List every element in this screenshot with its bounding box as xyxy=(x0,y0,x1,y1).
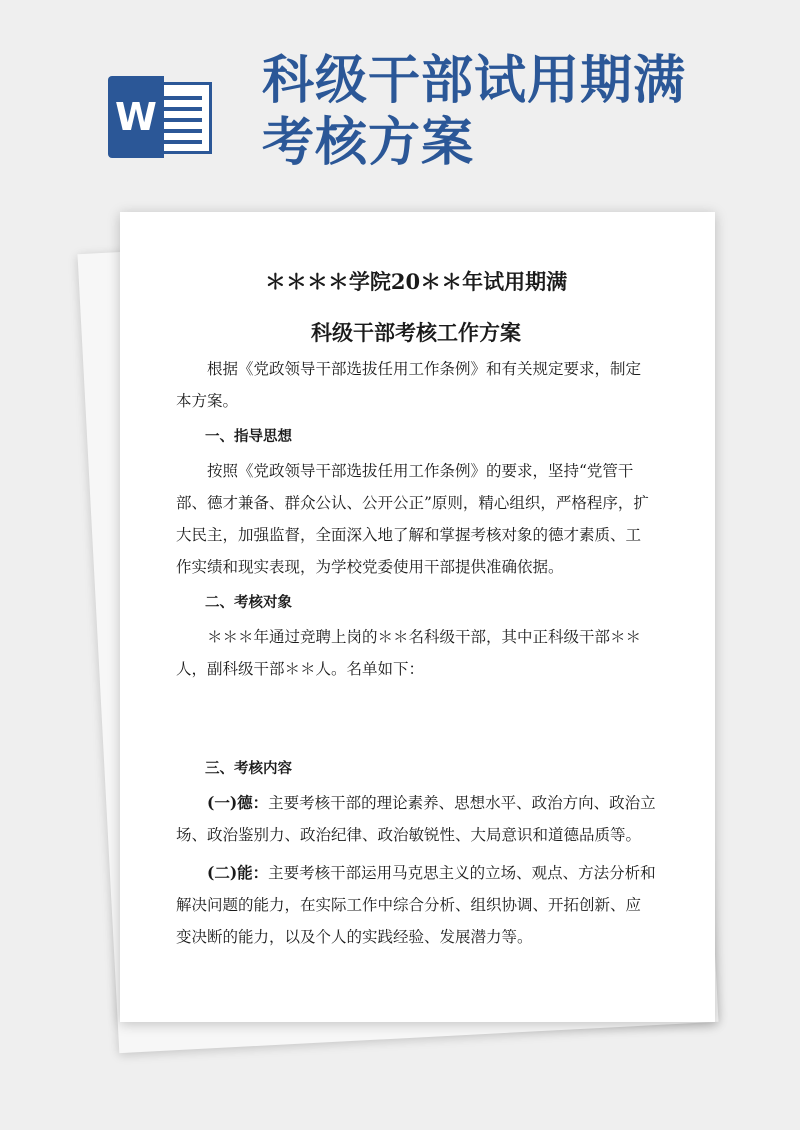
item-label-ability: (二)能： xyxy=(207,863,269,882)
section-heading-content: 三、考核内容 xyxy=(205,761,292,777)
section-body-guiding: 按照《党政领导干部选拔任用工作条例》的要求，坚持“党管干部、德才兼备、群众公认、公开公正”原则，精心组织，严格程序，扩大民主，加强监督，全面深入地了解和掌握考核对象的德才素质、工作实绩和现实表现，为学校党委使用干部提供准确依据。 xyxy=(176,462,649,576)
banner-title xyxy=(262,50,722,174)
word-logo-letter: W xyxy=(108,76,164,158)
item-label-morality: (一)德： xyxy=(207,793,269,812)
document-title-line-1: ＊＊＊＊学院20＊＊年试用期满 xyxy=(264,269,568,294)
banner-title-line-1: 科级干部试用期满 xyxy=(262,51,687,111)
document-title-line-2: 科级干部考核工作方案 xyxy=(311,320,521,345)
intro-paragraph: 根据《党政领导干部选拔任用工作条例》和有关规定要求，制定本方案。 xyxy=(176,360,642,410)
item-text-morality: 主要考核干部的理论素养、思想水平、政治方向、政治立场、政治鉴别力、政治纪律、政治敏锐性、大局意识和道德品质等。 xyxy=(176,794,656,844)
content-item-ability xyxy=(176,857,656,953)
section-heading-guiding: 一、指导思想 xyxy=(205,429,292,445)
section-heading-targets: 二、考核对象 xyxy=(205,595,292,611)
word-document-icon xyxy=(108,76,214,158)
section-body-targets: ＊＊＊年通过竞聘上岗的＊＊名科级干部，其中正科级干部＊＊人，副科级干部＊＊人。名单如下： xyxy=(176,628,642,678)
document-content xyxy=(176,266,656,953)
item-text-ability: 主要考核干部运用马克思主义的立场、观点、方法分析和解决问题的能力，在实际工作中综合分析、组织协调、开拓创新、应变决断的能力，以及个人的实践经验、发展潜力等。 xyxy=(176,864,656,946)
list-placeholder-gap xyxy=(176,685,656,749)
banner-title-line-2: 考核方案 xyxy=(262,113,475,173)
banner xyxy=(0,0,800,200)
content-item-morality xyxy=(176,787,656,851)
